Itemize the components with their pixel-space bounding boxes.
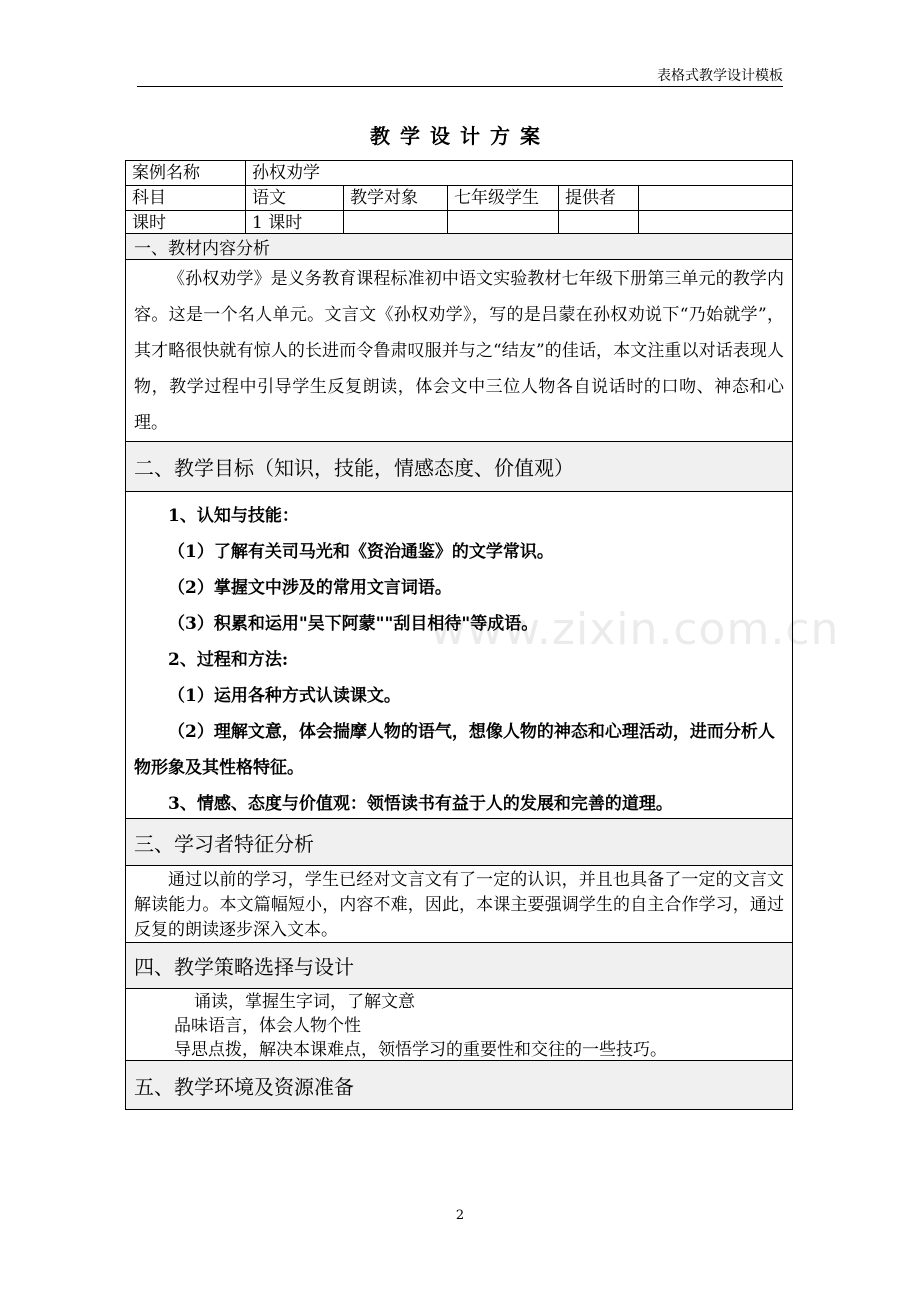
table-row [126,161,792,186]
section-body-2 [126,492,792,819]
watermark: www.zixin.com.cn [430,604,840,655]
empty-cell [448,211,559,233]
section-text-1: 《孙权劝学》是义务教育课程标准初中语文实验教材七年级下册第三单元的教学内容。这是一个名人单元。文言文《孙权劝学》，写的是吕蒙在孙权劝说下“乃始就学”，其才略很快就有惊人的长进而令鲁肃叹服并与之“结友”的佳话，本文注重以对话表现人物，教学过程中引导学生反复朗读，体会文中三位人物各自说话时的口吻、神态和心理。 [126,260,792,442]
target-value: 七年级学生 [448,186,559,210]
page-title: 教学设计方案 [370,124,550,148]
section-heading-4: 四、教学策略选择与设计 [126,943,792,989]
strategy-line: 品味语言，体会人物个性 [174,1016,361,1036]
section-heading-5: 五、教学环境及资源准备 [126,1061,792,1109]
section-heading-3: 三、学习者特征分析 [126,819,792,866]
provider-label: 提供者 [559,186,639,210]
section-heading-2: 二、教学目标（知识，技能，情感态度、价值观） [126,442,792,492]
template-name: 表格式教学设计模板 [657,68,783,84]
goal-line: （1）运用各种方式认读课文。 [168,686,401,706]
table-row [126,211,792,234]
section-body-4 [126,989,792,1061]
target-label: 教学对象 [344,186,448,210]
case-value: 孙权劝学 [252,163,320,183]
goal-line: （1）了解有关司马光和《资治通鉴》的文学常识。 [168,542,554,562]
goal-line: 2、过程和方法: [168,650,289,670]
goal-line: 1、认知与技能： [168,506,299,526]
goal-line: （3）积累和运用"吴下阿蒙""刮目相待"等成语。 [168,614,539,634]
case-label: 案例名称 [126,161,246,185]
page-number: 2 [455,1208,465,1223]
goal-line: （2）掌握文中涉及的常用文言词语。 [168,578,452,598]
section-heading-1: 一、教材内容分析 [126,234,792,260]
provider-value [639,186,792,210]
goal-line: （2）理解文意，体会揣摩人物的语气，想像人物的神态和心理活动，进而分析人物形象及其性格特征。 [134,722,775,778]
strategy-line: 诵读，掌握生字词，了解文意 [194,992,415,1012]
strategy-line: 导思点拨，解决本课难点，领悟学习的重要性和交往的一些技巧。 [174,1040,667,1060]
empty-cell [559,211,639,233]
empty-cell [639,211,792,233]
header-rule [137,86,783,87]
subject-label: 科目 [126,186,246,210]
period-label: 课时 [126,211,246,233]
table-row [126,186,792,211]
period-value: 1 课时 [246,211,344,233]
empty-cell [344,211,448,233]
goal-line: 3、情感、态度与价值观：领悟读书有益于人的发展和完善的道理。 [168,794,673,814]
section-text-3: 通过以前的学习，学生已经对文言文有了一定的认识，并且也具备了一定的文言文解读能力。本文篇幅短小，内容不难，因此，本课主要强调学生的自主合作学习，通过反复的朗读逐步深入文本。 [126,866,792,943]
subject-value: 语文 [246,186,344,210]
